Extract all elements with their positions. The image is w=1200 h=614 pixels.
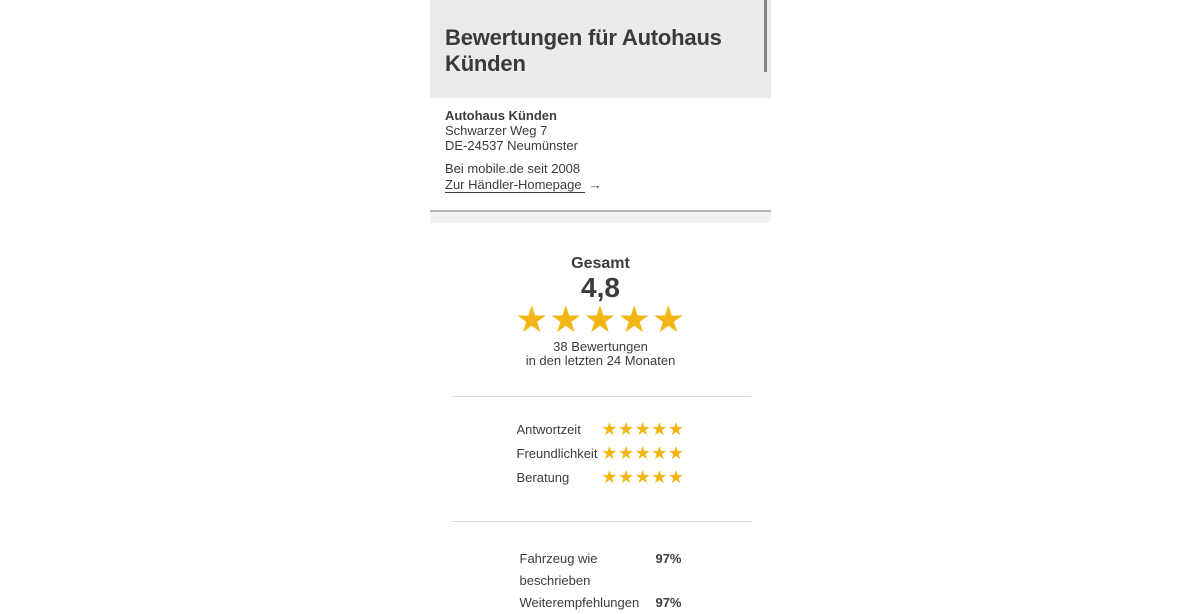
reviews-count: 38 Bewertungen bbox=[553, 339, 648, 354]
percentage-label: Weiterempfehlungen bbox=[519, 595, 640, 610]
dealer-street: Schwarzer Weg 7 bbox=[445, 123, 548, 138]
vertical-scrollbar-thumb[interactable] bbox=[764, 0, 767, 72]
percentage-stats bbox=[520, 548, 682, 614]
category-ratings bbox=[517, 417, 685, 489]
category-row bbox=[517, 441, 685, 465]
dealer-name: Autohaus Künden bbox=[445, 108, 557, 123]
overall-rating-label: Gesamt bbox=[571, 255, 630, 272]
divider bbox=[451, 396, 751, 397]
dealer-homepage-link[interactable]: Zur Händler-Homepage bbox=[445, 177, 585, 193]
widget-header bbox=[430, 0, 771, 98]
overall-rating bbox=[430, 256, 771, 368]
percentage-row bbox=[520, 592, 682, 614]
reviews-period: in den letzten 24 Monaten bbox=[525, 353, 676, 368]
category-star-rating-icons: ★★★★★ bbox=[601, 419, 685, 439]
overall-star-rating-icons: ★★★★★ bbox=[515, 299, 686, 340]
arrow-right-icon: → bbox=[588, 177, 602, 192]
page-title: Bewertungen für Autohaus Künden bbox=[445, 25, 722, 76]
dealer-member-since: Bei mobile.de seit 2008 bbox=[445, 161, 581, 176]
divider bbox=[451, 521, 751, 522]
overall-rating-score: 4,8 bbox=[581, 272, 620, 303]
dealer-address bbox=[445, 108, 756, 153]
percentage-row bbox=[520, 548, 682, 592]
category-row bbox=[517, 465, 685, 489]
dealer-info bbox=[430, 98, 771, 193]
category-label: Beratung bbox=[516, 469, 570, 485]
dealer-ratings-widget bbox=[430, 0, 771, 610]
category-star-rating-icons: ★★★★★ bbox=[601, 467, 685, 487]
percentage-label: Fahrzeug wie beschrieben bbox=[519, 551, 598, 588]
percentage-value: 97% bbox=[655, 551, 682, 566]
category-label: Antwortzeit bbox=[516, 421, 581, 437]
dealer-homepage-row bbox=[445, 177, 756, 193]
category-star-rating-icons: ★★★★★ bbox=[601, 443, 685, 463]
section-divider-band bbox=[430, 210, 771, 223]
category-row bbox=[517, 417, 685, 441]
dealer-city: DE-24537 Neumünster bbox=[445, 138, 578, 153]
percentage-value: 97% bbox=[655, 595, 682, 610]
dealer-meta bbox=[445, 161, 756, 193]
reviews-summary bbox=[430, 340, 771, 368]
category-label: Freundlichkeit bbox=[516, 445, 598, 461]
